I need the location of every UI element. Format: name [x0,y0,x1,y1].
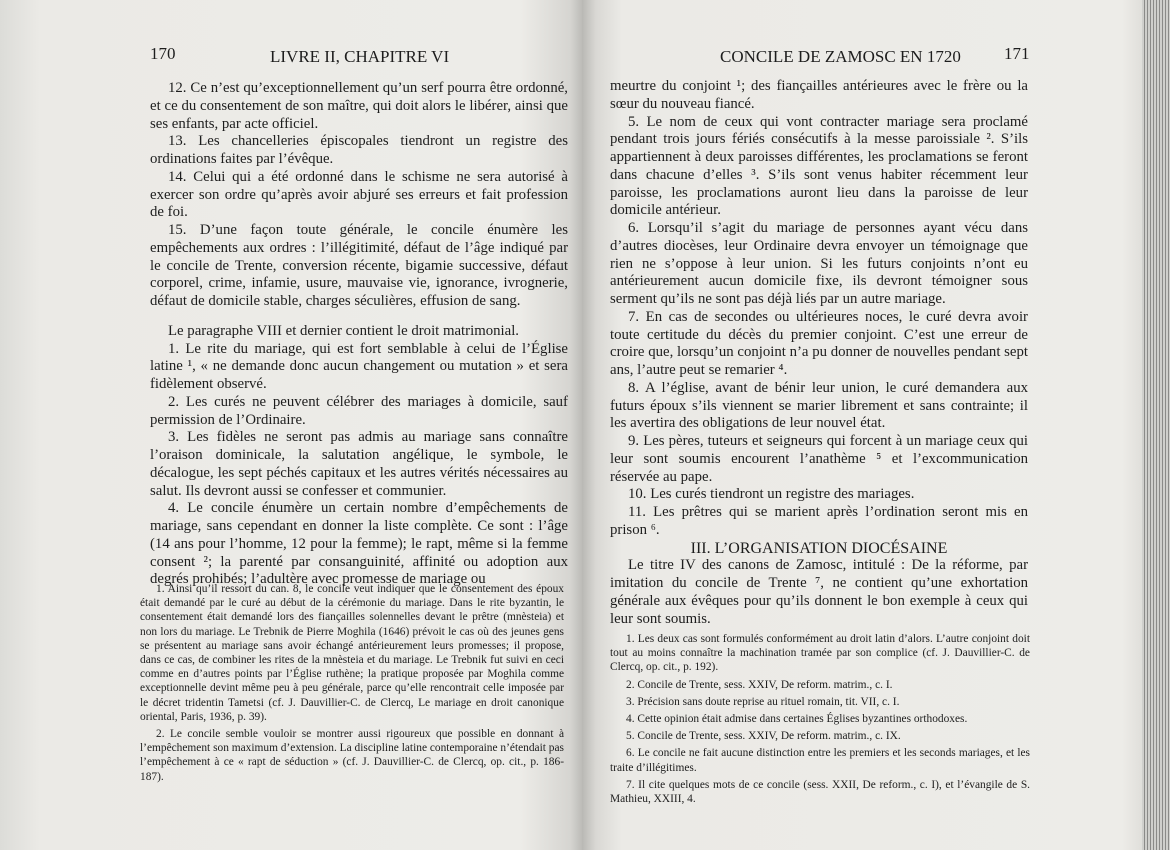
footnote: 3. Précision sans doute reprise au rituel romain, tit. VII, c. I. [626,695,900,708]
paragraph: 15. D’une façon toute générale, le concile énumère les empêchements aux ordres : l’illégitimité, défaut de l’âge indiqué par le concile de Trente, conversion récente, bigamie successive, défaut corporel, crime, infamie, usure, mauvaise vie, ignorance, ivrognerie, défaut de domicile stable, charges séculières, effusion de sang. [150,222,568,309]
footnote: 1. Les deux cas sont formulés conformément au droit latin d’alors. L’autre conjoint doit tout au moins connaître la machination tramée par son complice (cf. J. Dauvillier-C. de Clercq, op. cit., p. 192). [610,633,1030,674]
section-heading: III. L’ORGANISATION DIOCÉSAINE [690,539,948,557]
left-body-text [150,80,568,589]
footnote: 6. Le concile ne fait aucune distinction entre les premiers et les seconds mariages, et les traite d’illégitimes. [610,747,1030,774]
right-body-text [610,78,1028,628]
left-running-head: LIVRE II, CHAPITRE VI [270,47,450,66]
footnote: 2. Concile de Trente, sess. XXIV, De reform. matrim., c. I. [626,678,893,691]
paragraph: 8. A l’église, avant de bénir leur union, le curé demandera aux futurs époux s’ils viennent se marier librement et sans contrainte; il les avertira des obligations de leur nouvel état. [610,379,1028,432]
page-edges [1142,0,1170,850]
right-running-head: CONCILE DE ZAMOSC EN 1720 [720,47,961,66]
paragraph: 12. Ce n’est qu’exceptionnellement qu’un serf pourra être ordonné, et ce du consentement de son maître, qui doit alors le libérer, ainsi que ses enfants, par acte officiel. [150,80,568,132]
paragraph: 1. Le rite du mariage, qui est fort semblable à celui de l’Église latine ¹, « ne demande donc aucun changement ou mutation » et sera fidèlement observé. [150,340,568,392]
paragraph: 14. Celui qui a été ordonné dans le schisme ne sera autorisé à exercer son ordre qu’après avoir abjuré ses erreurs et fait profession de foi. [150,168,568,221]
footnote: 1. Ainsi qu’il ressort du can. 8, le concile veut indiquer que le consentement des époux était demandé par le curé au début de la cérémonie du mariage. Dans le rite byzantin, le consentement était demandé lors des fiançailles solennelles devant le prêtre (mnèsteia) et non lors du mariage. Le Trebnik de Pierre Moghila (1646) prévoit le cas où des jeunes gens se présentent au mariage sans avoir échangé antérieurement leurs promesses; il propose, dans ce cas, de combiner les rites de la mnèsteia et du mariage. Le Trebnik fut suivi en ceci comme en d’autres points par l’Église ruthène; la pratique proposée par Moghila comme exceptionnelle devint même peu à peu générale, parce qu’elle rencontrait celle imposée par le décret tridentin Tametsi (cf. J. Dauvillier-C. de Clercq, Le mariage en droit canonique oriental, Paris, 1936, p. 39). [140,583,564,723]
paragraph: 3. Les fidèles ne seront pas admis au mariage sans connaître l’oraison dominicale, la salutation angélique, le symbole, le décalogue, les sept péchés capitaux et les autres vérités nécessaires au salut. Ils devront aussi se confesser et communier. [150,429,568,499]
paragraph: 13. Les chancelleries épiscopales tiendront un registre des ordinations faites par l’évêque. [150,133,568,167]
footnote: 4. Cette opinion était admise dans certaines Églises byzantines orthodoxes. [626,713,968,726]
paragraph: 2. Les curés ne peuvent célébrer des mariages à domicile, sauf permission de l’Ordinaire. [150,393,568,428]
right-page [582,0,1142,850]
right-page-number: 171 [1004,44,1030,63]
footnote: 2. Le concile semble vouloir se montrer aussi rigoureux que possible en donnant à l’empêchement son maximum d’extension. La discipline latine contemporaine n’étendait pas l’empêchement à ce « rapt de séduction » (cf. J. Dauvillier-C. de Clercq, op. cit., p. 186-187). [140,728,564,783]
footnote: 5. Concile de Trente, sess. XXIV, De reform. matrim., c. IX. [626,730,901,743]
paragraph: 9. Les pères, tuteurs et seigneurs qui forcent à un mariage ceux qui leur sont soumis encourent l’anathème ⁵ et l’excommunication réservée au pape. [610,433,1028,485]
section-paragraph: Le titre IV des canons de Zamosc, intitulé : De la réforme, par imitation du concile de Trente ⁷, ne contient qu’une exhortation générale aux évêques pour qu’ils donnent le bon exemple à ceux qui leur sont soumis. [610,557,1028,627]
paragraph: 4. Le concile énumère un certain nombre d’empêchements de mariage, sans cependant en donner la liste complète. Ce sont : l’âge (14 ans pour l’homme, 12 pour la femme); le rapt, même si la femme consent ²; la parenté par consanguinité, affinité ou adoption aux degrés prohibés; l’adultère avec promesse de mariage ou [150,500,568,588]
footnote: 7. Il cite quelques mots de ce concile (sess. XXII, De reform., c. I), et l’évangile de S. Mathieu, XXIII, 4. [610,778,1030,806]
paragraph: 6. Lorsqu’il s’agit du mariage de personnes ayant vécu dans d’autres diocèses, leur Ordinaire devra envoyer un témoignage que rien ne s’oppose à leur union. Si les futurs conjoints n’ont eu antérieurement aucun domicile fixe, ils devront témoigner sous serment qu’ils ne sont pas déjà liés par un autre mariage. [610,220,1028,307]
paragraph: 11. Les prêtres qui se marient après l’ordination seront mis en prison ⁶. [610,504,1028,538]
paragraph: 10. Les curés tiendront un registre des mariages. [628,486,915,503]
paragraph: meurtre du conjoint ¹; des fiançailles antérieures avec le frère ou la sœur du nouveau fiancé. [610,78,1028,112]
left-footnotes [140,582,564,784]
paragraph: 7. En cas de secondes ou ultérieures noces, le curé devra avoir toute certitude du décès du premier conjoint. C’est une erreur de croire que, lorsqu’un conjoint n’a pu donner de nouvelles pendant sept ans, l’autre peut se remarier ⁴. [610,308,1028,378]
left-page [0,0,582,850]
paragraph: Le paragraphe VIII et dernier contient le droit matrimonial. [168,322,520,339]
right-footnotes [610,632,1030,806]
paragraph: 5. Le nom de ceux qui vont contracter mariage sera proclamé pendant trois jours fériés consécutifs à la messe paroissiale ². S’ils appartiennent à deux paroisses différentes, les proclamations se feront dans chacune d’elles ³. S’ils sont venus habiter récemment leur paroisse, les proclamations auront lieu dans la paroisse de leur domicile antérieur. [610,113,1028,219]
left-page-number: 170 [150,44,176,63]
